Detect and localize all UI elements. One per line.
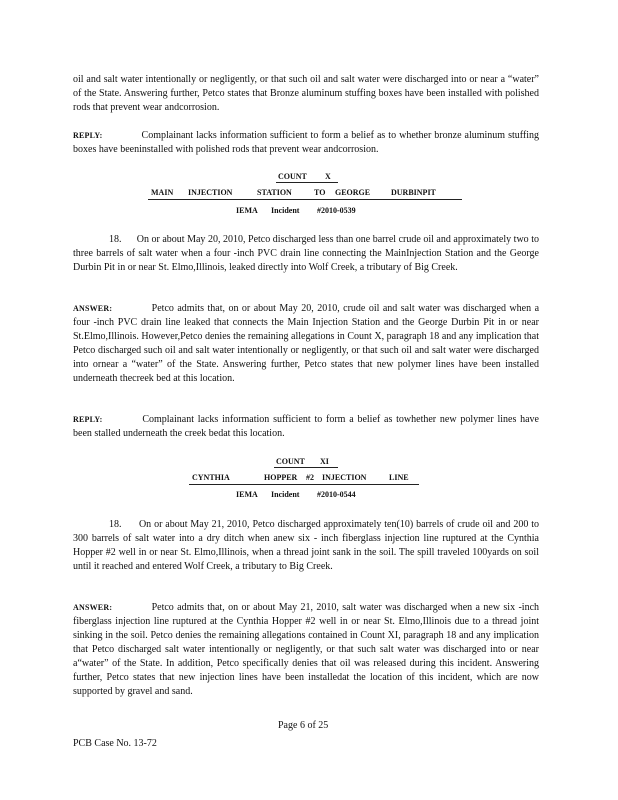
reply-paragraph-1: [73, 129, 539, 157]
answer-text: Petco admits that, on or about May 21, 2010, salt water was discharged when a new six -inch fiberglass injection line ruptured at the Cynthia Hopper #2 well in or near St. Elmo,Illinois due to a thread joint sinking in the soil. Petco denies the remaining allegations contained in Count XI, paragraph 18 and any implication that Petco discharged salt water intentionally or negligently, or that such salt water was discharged into or near a“water” of the State. In addition, Petco specifically denies that oil was released during this incident. Answering further, Petco states that new injection lines have been installedat the location of this incident, which are now supported by gravel and sand.: [73, 602, 540, 697]
heading-incident-number: #2010-0544: [317, 490, 356, 499]
heading-underline: [189, 484, 419, 485]
heading-incident: Incident: [271, 490, 300, 499]
allegation-text: On or about May 20, 2010, Petco discharged less than one barrel crude oil and approximately two to three barrels of salt water when a four -inch PVC drain line connecting the MainInjection Station and the George Durbin Pit in or near St. Elmo,Illinois, leaked directly into Wolf Creek, a tributary of Big Creek.: [73, 234, 539, 273]
heading-cynthia: CYNTHIA: [192, 473, 230, 482]
heading-incident: Incident: [271, 206, 300, 215]
reply-paragraph-2: [73, 413, 539, 441]
count-underline: [276, 182, 338, 183]
count-label: COUNT: [276, 457, 305, 466]
reply-text: Complainant lacks information sufficient to form a belief as to whether bronze aluminum stuffing boxes have beeninstalled with polished rods that prevent wear andcorrosion.: [73, 130, 539, 155]
reply-label: REPLY:: [73, 131, 103, 140]
heading-injection: INJECTION: [188, 188, 233, 197]
answer-paragraph-1: [73, 302, 539, 386]
answer-label: ANSWER:: [73, 304, 113, 313]
paragraph-continuation: oil and salt water intentionally or negligently, or that such oil and salt water were discharged into or near a “water” of the State. Answering further, Petco states that Bronze aluminum stuffing boxes have been installed with polished rods that prevent wear andcorrosion.: [73, 74, 539, 113]
heading-hopper: HOPPER: [264, 473, 298, 482]
heading-station: STATION: [257, 188, 292, 197]
answer-label: ANSWER:: [73, 603, 113, 612]
count-label: COUNT: [278, 172, 307, 181]
heading-injection: INJECTION: [322, 473, 367, 482]
case-number: PCB Case No. 13-72: [73, 738, 157, 749]
heading-well-number: #2: [306, 473, 314, 482]
answer-text: Petco admits that, on or about May 20, 2010, crude oil and salt water was discharged when a four -inch PVC drain line leaked that connects the Main Injection Station and the George Durbin Pit in or near St.Elmo,Illinois. However,Petco denies the remaining allegations in Count X, paragraph 18 and any implication that Petco discharged such oil and salt water intentionally or negligently, or that such oil and salt water were discharged into ornear a “water” of the State. Answering further, Petco states that new polymer lines have been installed underneath thecreek bed at this location.: [73, 303, 540, 384]
heading-iema: IEMA: [236, 490, 258, 499]
count-number: X: [325, 172, 331, 181]
heading-to: TO: [314, 188, 326, 197]
heading-george: GEORGE: [335, 188, 371, 197]
heading-incident-number: #2010-0539: [317, 206, 356, 215]
allegation-paragraph-18b: [73, 518, 539, 574]
heading-iema: IEMA: [236, 206, 258, 215]
allegation-paragraph-18a: [73, 233, 539, 275]
paragraph-number: 18.: [109, 519, 122, 530]
reply-label: REPLY:: [73, 415, 103, 424]
page-number: Page 6 of 25: [278, 720, 329, 731]
allegation-text: On or about May 21, 2010, Petco discharged approximately ten(10) barrels of crude oil and 200 to 300 barrels of salt water into a dry ditch when anew six - inch fiberglass injection line ruptured at the Cynthia Hopper #2 well in or near St. Elmo,Illinois, when a thread joint sank in the soil. The spill traveled 100yards on soil until it reached and entered Wolf Creek, a tributary to Big Creek.: [73, 519, 540, 572]
count-number: XI: [320, 457, 329, 466]
reply-text: Complainant lacks information sufficient to form a belief as towhether new polymer lines have been stalled underneath the creek bedat this location.: [73, 414, 539, 439]
heading-main: MAIN: [151, 188, 174, 197]
heading-durbinpit: DURBINPIT: [391, 188, 436, 197]
paragraph-number: 18.: [109, 234, 122, 245]
heading-line: LINE: [389, 473, 409, 482]
answer-paragraph-2: [73, 601, 539, 699]
heading-underline: [148, 199, 462, 200]
count-underline: [274, 467, 338, 468]
